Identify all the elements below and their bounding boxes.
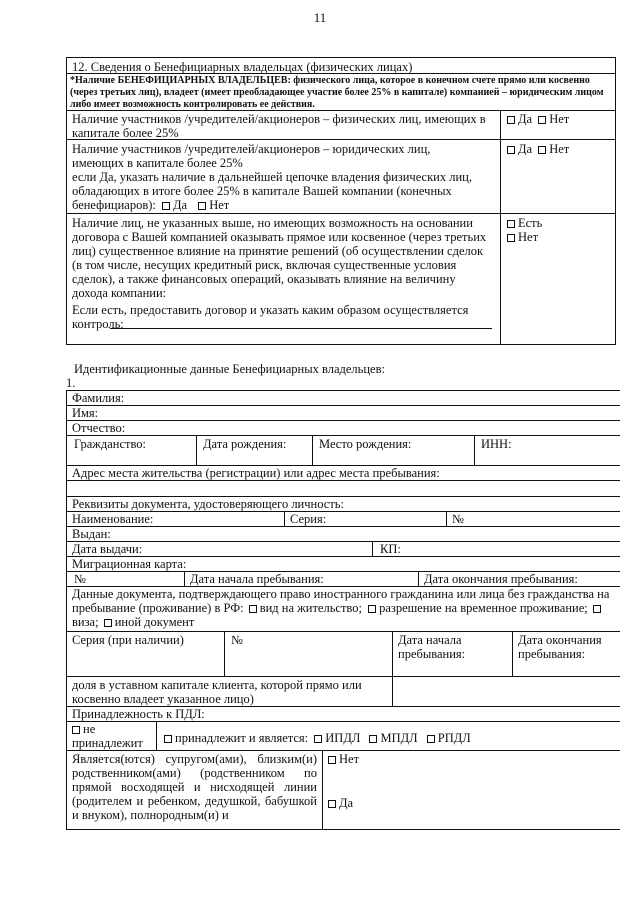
pdl-is-checkbox[interactable] [164, 735, 172, 743]
relative-no-checkbox[interactable] [328, 756, 336, 764]
address-label: Адрес места жительства (регистрации) или адрес места пребывания: [72, 466, 440, 480]
q2-sub-text: если Да, указать наличие в дальнейшей цепочке владения физических лиц, обладающих в итоге более 25% в капитале Вашей компании (конечных бенефициаров): [72, 170, 472, 212]
vid-checkbox[interactable] [249, 605, 257, 613]
ident-index: 1. [66, 376, 76, 390]
q2-no-label: Нет [549, 142, 570, 156]
q2-yes-checkbox[interactable] [507, 146, 515, 154]
vid-label: вид на жительство; [259, 601, 362, 615]
rd-start-label: Дата начала пребывания: [398, 633, 466, 661]
relative-yes [328, 796, 353, 810]
doc-name-label: Наименование: [72, 512, 154, 526]
stay-end-label: Дата окончания пребывания: [424, 572, 578, 586]
residence-doc-line3 [72, 615, 194, 629]
id-doc-label: Реквизиты документа, удостоверяющего личность: [72, 497, 344, 511]
ipdl-checkbox[interactable] [314, 735, 322, 743]
rd-series-label: Серия (при наличии) [72, 633, 184, 647]
q2-sub-yes-label: Да [173, 198, 188, 212]
q2-sub-yes-checkbox[interactable] [162, 202, 170, 210]
page-number: 11 [313, 10, 327, 25]
section-note: *Наличие БЕНЕФИЦИАРНЫХ ВЛАДЕЛЬЦЕВ: физического лица, которое в конечном счете прямо или косвенно (через третьих лиц), владеет (имеет преобладающее участие более 25% в капитале) компанией – юридическим лицом либо имеет возможность контролировать ее действия. [70, 75, 604, 110]
series-label: Серия: [290, 512, 327, 526]
other-checkbox-top[interactable] [593, 605, 601, 613]
q1-no-label: Нет [549, 112, 570, 126]
q3-option-yes [507, 216, 542, 230]
pdl-is [164, 731, 471, 745]
q1-text: Наличие участников /учредителей/акционеров – физических лиц, имеющих в капитале более 25% [72, 112, 486, 140]
visa-label: виза; [72, 615, 99, 629]
residence-doc-intro: пребывание (проживание) в РФ: [72, 601, 244, 615]
q1-options [507, 112, 569, 126]
issued-by-label: Выдан: [72, 527, 111, 541]
ipdl-label: ИПДЛ [325, 731, 361, 745]
migration-card-label: Миграционная карта: [72, 557, 187, 571]
kp-label: КП: [380, 542, 401, 556]
rd-number-label: № [231, 633, 243, 647]
relative-no [328, 752, 359, 766]
q3-text: Наличие лиц, не указанных выше, но имеющих возможность на основании договора с Вашей компанией оказывать прямое или косвенное (через третьих лиц) существенное влияние на принятие решений (об осуществлении сделок (в том числе, несущих кредитный риск, включая существенные условия сделок), а также финансовых операций, оказывать влияние на величину дохода компании: [72, 216, 487, 300]
inn-label: ИНН: [481, 437, 512, 451]
relative-yes-checkbox[interactable] [328, 800, 336, 808]
name-label: Имя: [72, 406, 99, 420]
q1-no-checkbox[interactable] [538, 116, 546, 124]
rvp-label: разрешение на временное проживание; [379, 601, 588, 615]
q3-no-label: Нет [518, 230, 539, 244]
q2-options [507, 142, 569, 156]
rvp-checkbox[interactable] [368, 605, 376, 613]
q3-sub: Если есть, предоставить договор и указать каким образом осуществляется контроль: [72, 303, 469, 331]
q2-yes-label: Да [518, 142, 533, 156]
q2-no-checkbox[interactable] [538, 146, 546, 154]
pdl-is-label: принадлежит и является: [175, 731, 309, 745]
residence-doc-line2 [72, 601, 604, 615]
section-title: 12. Сведения о Бенефициарных владельцах (физических лицах) [72, 60, 413, 74]
relative-text: Является(ются) супругом(ами), близким(и) родственником(ами) (родственником по прямой восходящей и нисходящей линии (родителем и ребенком, дедушкой, бабушкой и внуком), полнородным(и) и [72, 752, 317, 822]
issue-date-label: Дата выдачи: [72, 542, 143, 556]
surname-label: Фамилия: [72, 391, 125, 405]
q3-option-no [507, 230, 538, 244]
q3-control-line[interactable] [110, 328, 492, 329]
number-label: № [452, 512, 464, 526]
relative-no-label: Нет [339, 752, 360, 766]
pdl-label: Принадлежность к ПДЛ: [72, 707, 205, 721]
pdl-not-label: не принадлежит [72, 722, 143, 750]
residence-doc-line1: Данные документа, подтверждающего право иностранного гражданина или лица без гражданства на [72, 587, 610, 601]
mc-number-label: № [74, 572, 86, 586]
share-label: доля в уставном капитале клиента, которой прямо или косвенно владеет указанное лицо) [72, 678, 362, 706]
q2-sub-no-label: Нет [209, 198, 230, 212]
q1-yes-label: Да [518, 112, 533, 126]
rpdl-label: РПДЛ [437, 731, 471, 745]
stay-start-label: Дата начала пребывания: [190, 572, 324, 586]
ident-heading: Идентификационные данные Бенефициарных владельцев: [74, 362, 385, 376]
patronymic-label: Отчество: [72, 421, 126, 435]
citizenship-label: Гражданство: [74, 437, 147, 451]
pdl-not [72, 722, 156, 750]
rd-end-label: Дата окончания пребывания: [518, 633, 602, 661]
birth-place-label: Место рождения: [319, 437, 412, 451]
relative-yes-label: Да [339, 796, 354, 810]
q2-sub [72, 170, 492, 212]
pdl-not-checkbox[interactable] [72, 726, 80, 734]
other-doc-checkbox[interactable] [104, 619, 112, 627]
q1-yes-checkbox[interactable] [507, 116, 515, 124]
mpdl-label: МПДЛ [380, 731, 418, 745]
q3-no-checkbox[interactable] [507, 234, 515, 242]
q3-yes-checkbox[interactable] [507, 220, 515, 228]
mpdl-checkbox[interactable] [369, 735, 377, 743]
q3-yes-label: Есть [518, 216, 543, 230]
q2-text: Наличие участников /учредителей/акционеров – юридических лиц, имеющих в капитале более 25% [72, 142, 431, 170]
birth-date-label: Дата рождения: [203, 437, 287, 451]
other-doc-label: иной документ [114, 615, 195, 629]
rpdl-checkbox[interactable] [427, 735, 435, 743]
q2-sub-no-checkbox[interactable] [198, 202, 206, 210]
